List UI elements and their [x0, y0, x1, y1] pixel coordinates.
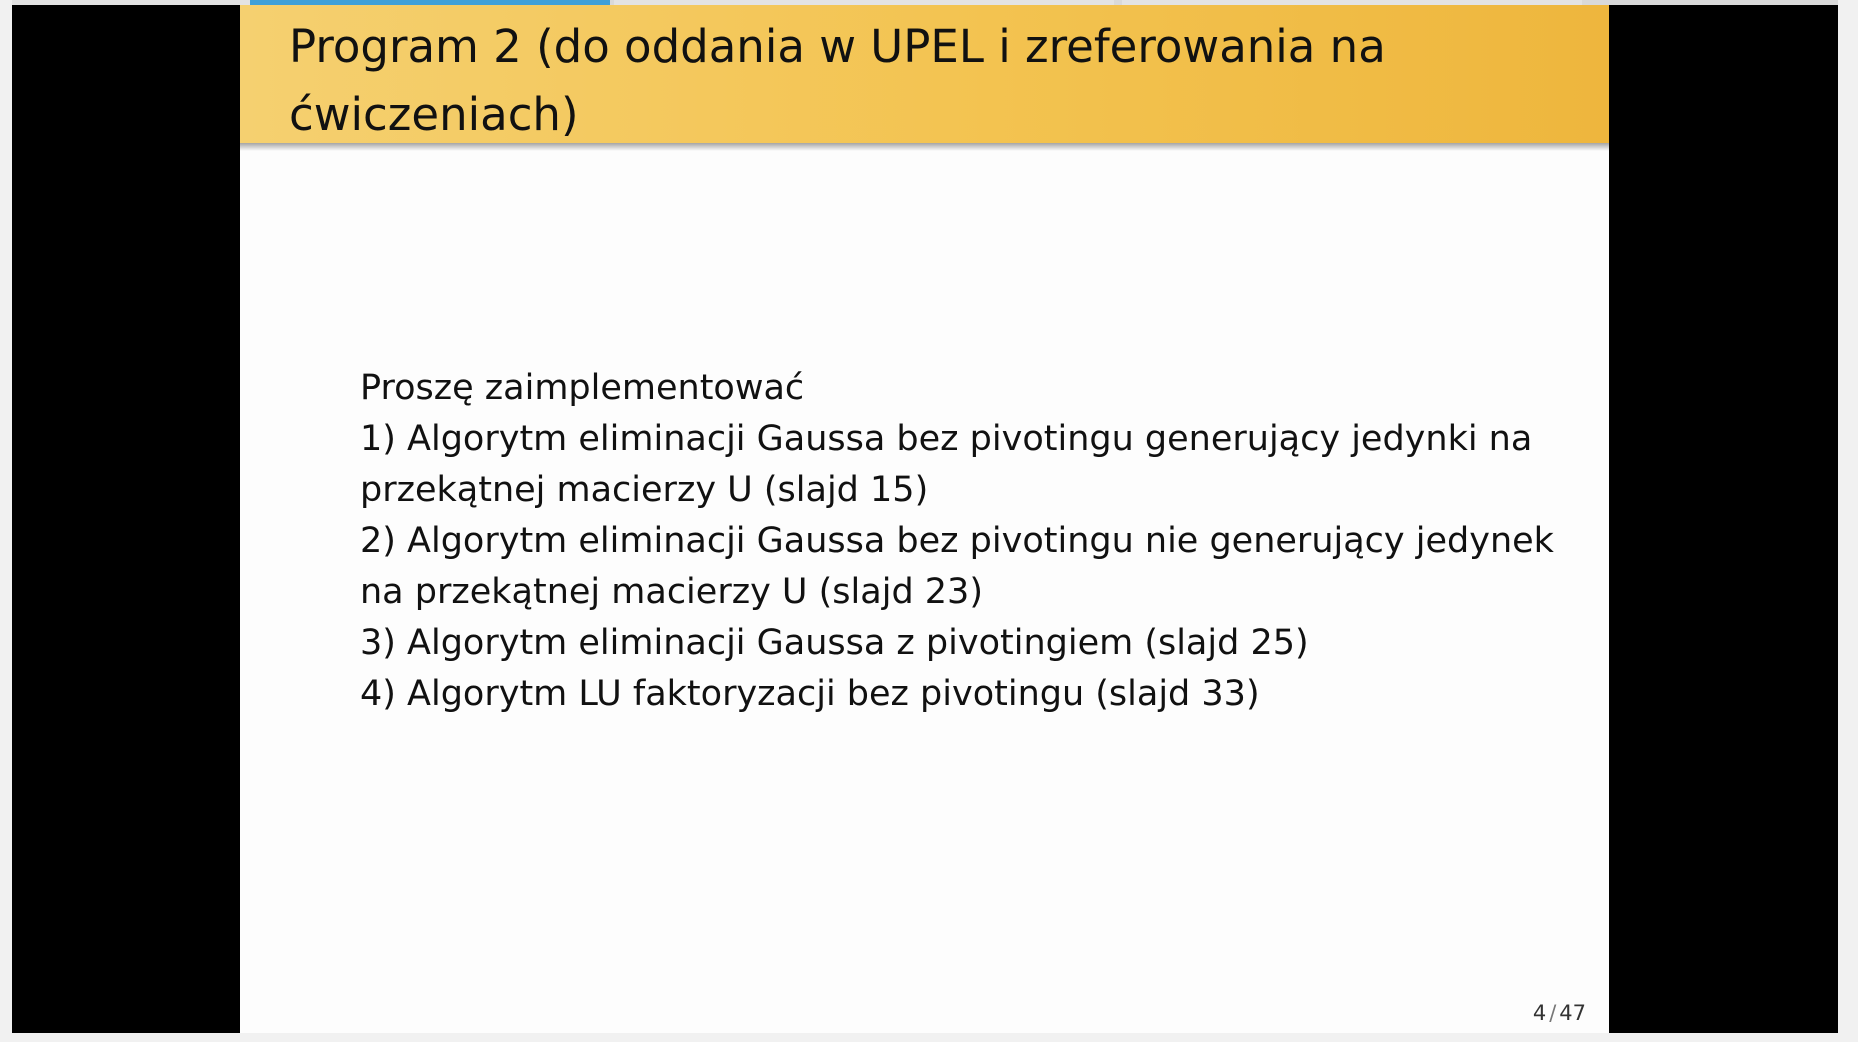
slide-title-line-1: Program 2 (do oddania w UPEL i zreferowania na — [289, 20, 1386, 73]
slide-body — [360, 363, 1560, 720]
page-total: 47 — [1559, 1001, 1586, 1025]
page-separator: / — [1549, 1001, 1557, 1025]
slide — [240, 5, 1609, 1033]
list-item: 4) Algorytm LU faktoryzacji bez pivotingu (slajd 33) — [360, 674, 1260, 714]
slide-title-line-2: ćwiczeniach) — [289, 88, 579, 141]
list-item: 2) Algorytm eliminacji Gaussa bez pivotingu nie generujący jedynek na przekątnej macierzy U (slajd 23) — [360, 521, 1554, 612]
slide-title — [289, 13, 1549, 149]
slide-stage — [12, 5, 1838, 1033]
page-number — [1533, 1001, 1586, 1025]
slide-intro: Proszę zaimplementować — [360, 368, 805, 408]
page-current: 4 — [1532, 1001, 1547, 1025]
list-item: 1) Algorytm eliminacji Gaussa bez pivotingu generujący jedynki na przekątnej macierzy U (slajd 15) — [360, 419, 1533, 510]
list-item: 3) Algorytm eliminacji Gaussa z pivotingiem (slajd 25) — [360, 623, 1309, 663]
slide-header — [240, 5, 1609, 143]
